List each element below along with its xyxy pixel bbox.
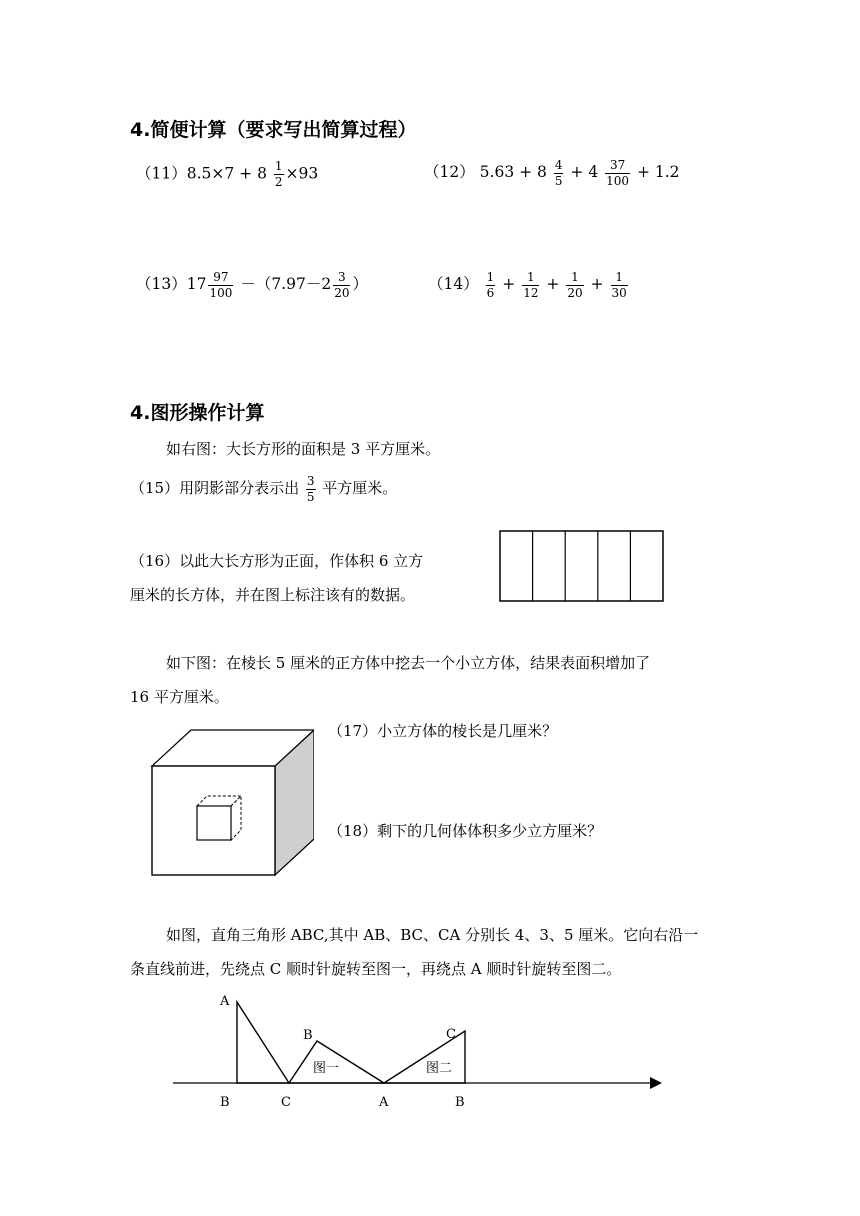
triangle-rotation-figure: [160, 985, 680, 1115]
label-A-top: A: [220, 994, 230, 1009]
section-heading-shapes: 4.图形操作计算: [130, 402, 265, 424]
expr-part: （15）用阴影部分表示出: [130, 479, 300, 497]
problem-label: （13）: [136, 275, 187, 293]
label-fig2: 图二: [426, 1061, 453, 1076]
cube-with-hole-figure: [148, 726, 314, 880]
fraction: $\frac{1}{20}$: [567, 269, 583, 300]
triangle-intro-line2: 条直线前进，先绕点 C 顺时针旋转至图一，再绕点 A 顺时针旋转至图二。: [130, 960, 622, 978]
expr-part: －（7.97－2: [240, 275, 332, 293]
section-heading-calc: 4.简便计算（要求写出简算过程）: [130, 119, 417, 141]
fraction: $\frac{3}{5}$: [306, 473, 315, 504]
plus-sign: +: [590, 275, 604, 293]
fraction: $\frac{1}{12}$: [523, 269, 539, 300]
label-B-bottom-2: B: [455, 1095, 465, 1110]
fraction: $\frac{4}{5}$: [554, 157, 563, 188]
expr-part: 8.5×7 + 8: [186, 164, 267, 183]
problem-label: （12）: [424, 163, 475, 181]
label-fig1: 图一: [313, 1061, 340, 1076]
triangle-intro-line1: 如图，直角三角形 ABC,其中 AB、BC、CA 分别长 4、3、5 厘米。它向右沿一: [166, 926, 699, 944]
expr-part: 平方厘米。: [322, 479, 398, 497]
fraction: $\frac{37}{100}$: [606, 157, 630, 188]
label-C-top: C: [446, 1027, 456, 1042]
problem-16-line1: （16）以此大长方形为正面，作体积 6 立方: [130, 552, 424, 570]
problem-11: [136, 160, 318, 189]
triangle-initial: [237, 1002, 289, 1083]
arrow-head-icon: [650, 1077, 662, 1089]
fraction: $\frac{97}{100}$: [209, 269, 233, 300]
expr-part: ）: [352, 275, 368, 293]
expr-part: 17: [186, 275, 207, 293]
problem-15: [130, 472, 397, 504]
expr-part: + 4: [570, 163, 599, 181]
problem-label: （14）: [428, 275, 479, 293]
five-part-rectangle: [498, 530, 666, 604]
fraction: $\frac{1}{2}$: [274, 159, 283, 189]
fraction: $\frac{1}{30}$: [611, 269, 627, 300]
plus-sign: +: [546, 275, 560, 293]
expr-part: + 1.2: [636, 163, 680, 181]
cube-intro-line2: 16 平方厘米。: [130, 688, 229, 706]
problem-14: [428, 270, 630, 300]
problem-16-line2: 厘米的长方体，并在图上标注该有的数据。: [130, 586, 416, 604]
expr-part: ×93: [285, 164, 319, 183]
label-C-bottom: C: [281, 1095, 291, 1110]
label-B-bottom: B: [220, 1095, 230, 1110]
rect-intro: 如右图：大长方形的面积是 3 平方厘米。: [166, 440, 441, 458]
plus-sign: +: [502, 275, 516, 293]
problem-label: （11）: [136, 164, 187, 183]
fraction: $\frac{1}{6}$: [486, 269, 495, 300]
problem-12: [424, 158, 680, 188]
expr-part: 5.63 + 8: [479, 163, 547, 181]
problem-17: （17）小立方体的棱长是几厘米？: [328, 722, 558, 740]
problem-18: （18）剩下的几何体体积多少立方厘米？: [328, 822, 603, 840]
label-A-bottom: A: [379, 1095, 389, 1110]
fraction: $\frac{3}{20}$: [334, 269, 350, 300]
cube-intro-line1: 如下图：在棱长 5 厘米的正方体中挖去一个小立方体，结果表面积增加了: [166, 654, 651, 672]
label-B-top: B: [303, 1028, 313, 1043]
problem-13: [136, 270, 368, 300]
